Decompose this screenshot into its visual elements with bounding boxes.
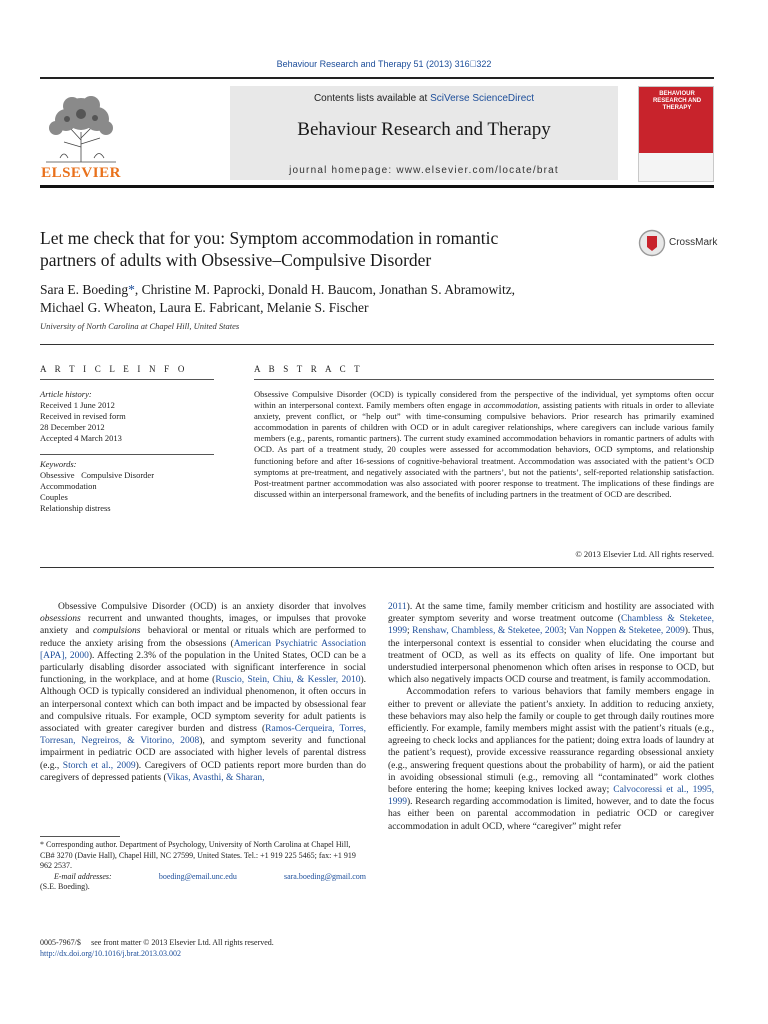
body-column-left — [40, 601, 366, 784]
history-item: 28 December 2012 — [40, 422, 105, 432]
keyword: Accommodation — [40, 481, 97, 491]
authors-line-2: Michael G. Wheaton, Laura E. Fabricant, Melanie S. Fischer — [40, 300, 369, 315]
citation-link[interactable]: Ramos-Cerqueira, Torres, Torresan, Negreiros, & Vitorino, 2008 — [40, 724, 366, 747]
body-text: ). Thus, the interpersonal context is essential to consider when elucidating the course and treatment of OCD, as well as its effects on quality of life. One important but understudied interpersonal phenomenon which often arises in response to OCD, but which also negatively impacts OCD course and treatment, is family accommodation. — [388, 626, 715, 686]
elsevier-tree-logo — [40, 92, 122, 176]
authors-line-1: Sara E. Boeding*, Christine M. Paprocki, Donald H. Baucom, Jonathan S. Abramowitz, — [40, 282, 516, 297]
keywords-label: Keywords: — [40, 459, 77, 469]
email-label: E-mail addresses: — [54, 871, 112, 881]
abstract-emphasis: accommodation — [483, 400, 538, 411]
history-item: Accepted 4 March 2013 — [40, 433, 122, 443]
body-text: ). Research regarding accommodation is limited, however, and to date the focus has either been on parental accommodation in pediatric OCD or caregiver accommodation in adult OCD, where “caregiver” might refer — [388, 797, 714, 832]
body-paragraph — [388, 601, 714, 686]
article-info-heading: A R T I C L E I N F O — [40, 364, 188, 374]
title-line-1: Let me check that for you: Symptom accommodation in romantic — [40, 228, 499, 248]
citation-link[interactable]: Calvocoressi et al., 1995, 1999 — [388, 785, 714, 808]
body-paragraph — [388, 686, 714, 832]
page-footer — [40, 937, 366, 959]
header-top-rule — [40, 77, 714, 79]
doi-link[interactable]: http://dx.doi.org/10.1016/j.brat.2013.03.002 — [40, 949, 181, 958]
body-paragraph — [40, 601, 366, 784]
article-title — [40, 227, 630, 271]
journal-homepage[interactable]: journal homepage: www.elsevier.com/locate/brat — [289, 165, 559, 176]
affiliation: University of North Carolina at Chapel Hill, United States — [40, 321, 240, 331]
body-text: Accommodation refers to various behaviors that family members engage in either to prevent or alleviate the patient’s anxiety. In addition to reducing anxiety, these behaviors may also help the family or couple to get through daily routines more efficiently. For example, family members might assist with the patient’s rituals (e.g., agreeing to check locks and appliances for the patient; doing extra loads of laundry at the patient’s request), provide excessive reassurance regarding obsessional anxiety (e.g., answering frequent questions about the probability of harm), or aid the patient in avoiding obsessional stimuli (e.g., removing all “contaminated” work clothes before entering the home; keeping knives locked away; — [388, 687, 714, 796]
contents-prefix: Contents lists available at — [313, 93, 431, 104]
citation-link[interactable]: Ruscio, Stein, Chiu, & Kessler, 2010 — [215, 675, 361, 686]
body-text: ). At the same time, family member criticism and hostility are associated with greater symptom severity and worse treatment outcome ( — [388, 602, 714, 625]
crossmark-label: CrossMark — [669, 237, 718, 248]
footnote-emails — [40, 872, 366, 883]
keywords-rule — [40, 454, 214, 455]
history-item: Received in revised form — [40, 411, 126, 421]
history-label: Article history: — [40, 389, 92, 399]
author-list — [40, 281, 640, 317]
article-info-rule — [40, 379, 214, 380]
article-history — [40, 389, 214, 444]
keyword: Obsessive Compulsive Disorder — [40, 470, 155, 480]
keyword: Relationship distress — [40, 503, 111, 513]
email-link-1[interactable]: boeding@email.unc.edu — [158, 871, 237, 881]
corresponding-author-mark[interactable]: * — [128, 282, 135, 297]
section-rule-bottom — [40, 567, 714, 568]
body-text: ; — [563, 626, 569, 637]
elsevier-wordmark: ELSEVIER — [41, 165, 121, 181]
citation-link[interactable]: Vikas, Avasthi, & Sharan, — [166, 772, 265, 783]
emphasis-text: compulsions — [92, 626, 141, 637]
keyword: Couples — [40, 492, 68, 502]
footnote-rule — [40, 836, 120, 837]
abstract-text: Obsessive Compulsive Disorder (OCD) is typically considered from the perspective of the individual, yet symptoms often occur within an interpersonal context. Family members often engage in accommodation, assisting patients with rituals in order to alleviate anxiety, prevent conflict, or “help out” with time-consuming compulsive behaviors. Prior research has primarily examined accommodation in parents of children with OCD or in adult caregiver relationships, where caregivers can include various family members (e.g., parents, romantic partners). The current study examined accommodation behaviors in romantic partners of adults with OCD. As part of a treatment study, 20 couples were assessed for accommodation behaviors, OCD symptoms, and relationship functioning before and after 16-sessions of cognitive-behavioral treatment. Accommodation was associated with the patient’s OCD symptoms at pre-treatment, and negatively associated with the partners’, but not the patients’, self-reported relationship satisfaction. Post-treatment partner accommodation was also associated with poorer response to treatment. The implications of these findings are discussed within an interpersonal framework, and the benefits of including partners in the treatment of OCD are described. — [254, 389, 714, 499]
citation-link[interactable]: American Psychiatric Association [APA], 2000 — [40, 638, 366, 661]
body-text: Obsessive Compulsive Disorder (OCD) is an anxiety disorder that involves — [58, 602, 366, 612]
citation-link[interactable]: Van Noppen & Steketee, 2009 — [568, 626, 685, 637]
emphasis-text: obsessions — [40, 614, 81, 625]
journal-title: Behaviour Research and Therapy — [297, 119, 551, 140]
contents-line — [230, 93, 618, 104]
abstract-heading: A B S T R A C T — [254, 364, 363, 374]
body-text: ), and symptom severity and functional impairment in pediatric OCD are associated with higher levels of parental distress (e.g., — [40, 736, 366, 771]
history-item: Received 1 June 2012 — [40, 400, 115, 410]
crossmark-badge[interactable] — [638, 229, 722, 257]
body-text: ). Caregivers of OCD patients report more burden than do caregivers of depressed patients ( — [40, 760, 366, 783]
body-text:  recurrent and unwanted thoughts, images, or impulses that provoke anxiety and — [40, 614, 366, 637]
citation-link[interactable]: Chambless & Steketee, 1999 — [388, 614, 714, 637]
body-text: ). Affecting 2.3% of the population in the United States, OCD can be a particularly disabling disorder associated with significant interference in social functioning, in the workplace, and at home ( — [40, 650, 366, 686]
body-column-right — [388, 601, 714, 833]
corresponding-author-footnote — [40, 840, 366, 893]
abstract-copyright: © 2013 Elsevier Ltd. All rights reserved. — [575, 549, 714, 559]
header-bottom-rule — [40, 185, 714, 188]
journal-cover-thumbnail — [638, 86, 714, 182]
citation-link[interactable]: Storch et al., 2009 — [62, 760, 136, 771]
section-rule-top — [40, 344, 714, 345]
abstract-rule — [254, 379, 714, 380]
sciencedirect-link[interactable]: SciVerse ScienceDirect — [430, 93, 535, 104]
body-text:  behavioral or mental or rituals which are performed to reduce the anxiety arising from the obsessions ( — [40, 626, 366, 649]
citation-link[interactable]: 2011 — [388, 602, 407, 612]
issn-line: 0005-7967/$   see front matter © 2013 Elsevier Ltd. All rights reserved. — [40, 938, 274, 947]
keywords — [40, 459, 214, 514]
footnote-text: * Corresponding author. Department of Psychology, University of North Carolina at Chapel Hill, CB# 3270 (Davie Hall), Chapel Hill, NC 27599, United States. Tel.: +1 919 225 5465; fax: +1 919 962 2537. — [40, 840, 356, 871]
body-text: ). Although OCD is typically considered an individual phenomenon, it often occurs in an interpersonal context which can both impact and be impacted by obsessional fear and compulsive rituals. For example, OCD symptom severity for adult patients is associated with greater caregiver burden and distress ( — [40, 675, 366, 735]
journal-citation: Behaviour Research and Therapy 51 (2013) 316 322 — [276, 59, 492, 69]
email-owner: (S.E. Boeding). — [40, 882, 90, 892]
citation-link[interactable]: Renshaw, Chambless, & Steketee, 2003 — [412, 626, 564, 637]
body-text: ; — [407, 626, 413, 637]
cover-title: BEHAVIOUR RESEARCH AND THERAPY — [652, 91, 702, 111]
email-link-2[interactable]: sara.boeding@gmail.com — [283, 871, 366, 881]
title-line-2: partners of adults with Obsessive–Compulsive Disorder — [40, 250, 432, 270]
